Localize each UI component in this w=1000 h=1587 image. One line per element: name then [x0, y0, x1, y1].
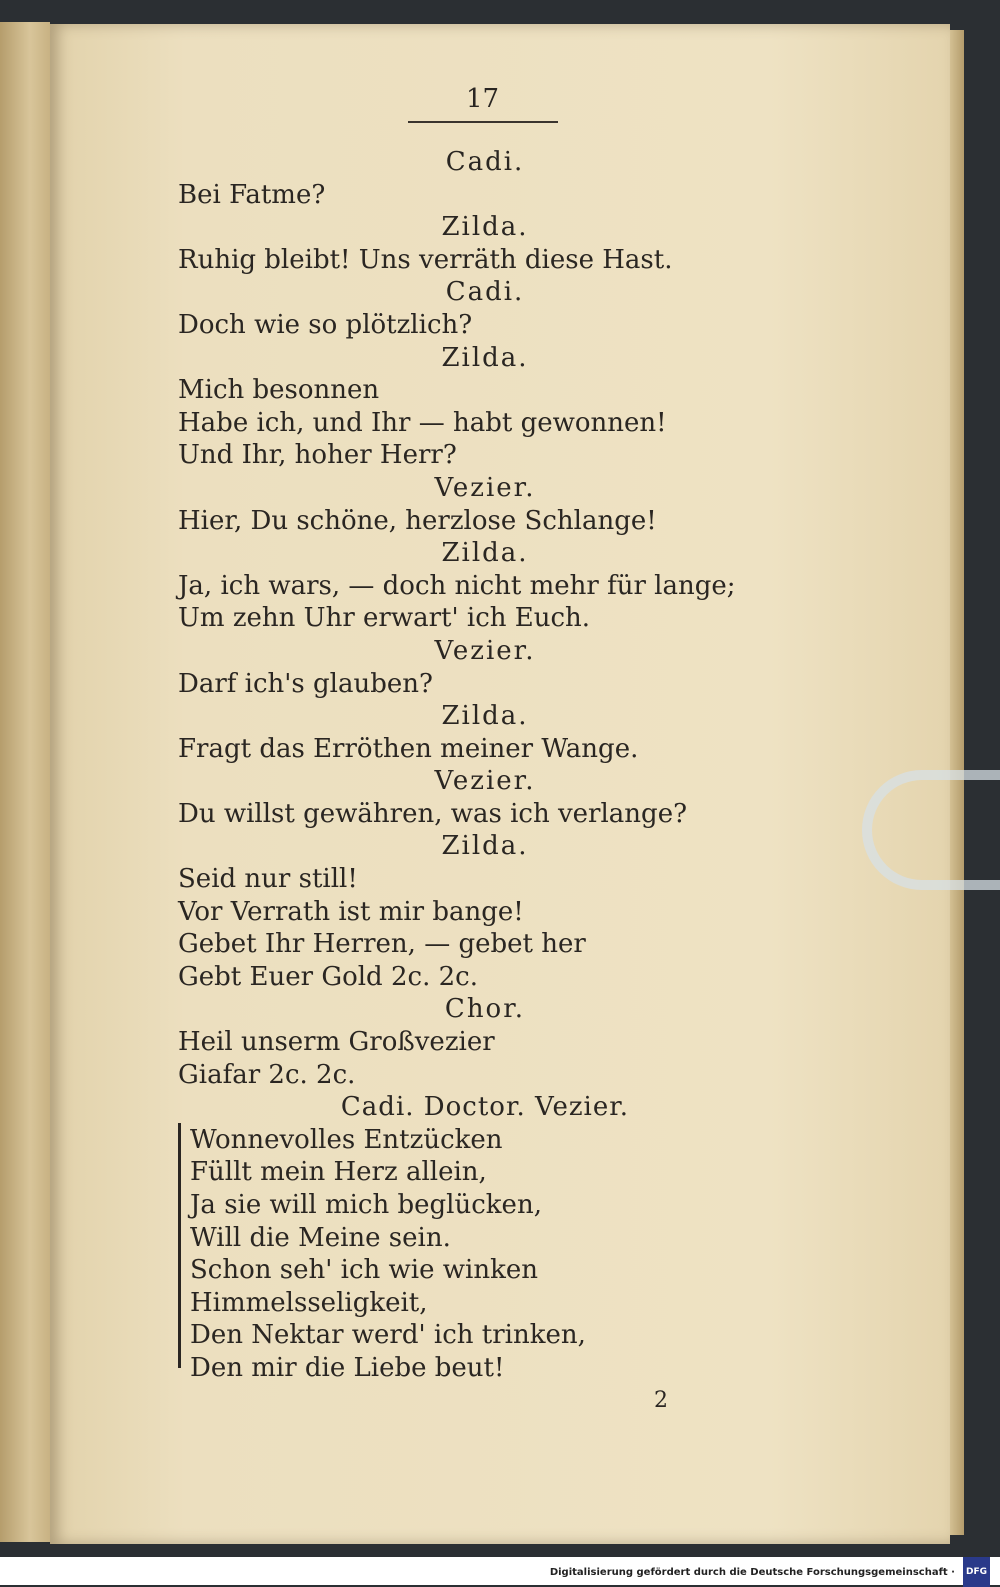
signature-mark: 2 [654, 1388, 668, 1413]
speaker-name: Cadi. [445, 277, 525, 308]
verse-line: Gebet Ihr Herren, — gebet her [178, 929, 586, 960]
speaker-name: Chor. [444, 994, 526, 1025]
verse-line: Habe ich, und Ihr — habt gewonnen! [178, 407, 667, 438]
verse-line: Ruhig bleibt! Uns verräth diese Hast. [178, 244, 673, 275]
speaker-name: Zilda. [441, 538, 529, 569]
header-rule [408, 121, 558, 123]
verse-line: Darf ich's glauben? [178, 668, 433, 699]
verse-line: Ja, ich wars, — doch nicht mehr für lange; [178, 570, 736, 601]
digitization-footer [0, 1557, 1000, 1585]
speaker-name: Zilda. [441, 701, 529, 732]
speaker-name: Zilda. [441, 831, 529, 862]
funding-note: Digitalisierung gefördert durch die Deutsche Forschungsgemeinschaft · [549, 1567, 955, 1578]
page-number: 17 [465, 84, 500, 114]
verse-line: Den Nektar werd' ich trinken, [190, 1320, 586, 1351]
verse-line: Und Ihr, hoher Herr? [178, 440, 457, 471]
verse-line: Bei Fatme? [178, 179, 326, 210]
verse-line: Schon seh' ich wie winken [190, 1255, 538, 1286]
verse-line: Du willst gewähren, was ich verlange? [178, 798, 688, 829]
verse-line: Fragt das Erröthen meiner Wange. [178, 733, 639, 764]
speaker-name: Zilda. [441, 342, 529, 373]
verse-line: Hier, Du schöne, herzlose Schlange! [178, 505, 657, 536]
speaker-name: Vezier. [434, 635, 536, 666]
verse-line: Giafar 2c. 2c. [178, 1059, 356, 1090]
verse-line: Will die Meine sein. [190, 1222, 451, 1253]
libretto-text [178, 146, 878, 1385]
verse-line: Gebt Euer Gold 2c. 2c. [178, 961, 478, 992]
facing-page-edge [0, 22, 50, 1542]
dfg-logo: DFG [963, 1557, 990, 1587]
verse-line: Seid nur still! [178, 864, 358, 895]
verse-line: Den mir die Liebe beut! [190, 1352, 505, 1383]
verse-line: Mich besonnen [178, 375, 380, 406]
speaker-name: Vezier. [434, 766, 536, 797]
verse-line: Doch wie so plötzlich? [178, 309, 473, 340]
speaker-name: Cadi. Doctor. Vezier. [340, 1092, 630, 1123]
verse-line: Vor Verrath ist mir bange! [178, 896, 524, 927]
verse-line: Ja sie will mich beglücken, [190, 1190, 542, 1220]
page-clip-holder [862, 770, 1000, 890]
ensemble-brace [178, 1123, 181, 1368]
verse-line: Himmelsseligkeit, [190, 1287, 428, 1318]
verse-line: Um zehn Uhr erwart' ich Euch. [178, 603, 591, 634]
verse-line: Heil unserm Großvezier [178, 1027, 495, 1058]
speaker-name: Zilda. [441, 212, 529, 243]
verse-line: Wonnevolles Entzücken [190, 1124, 503, 1155]
verse-line: Füllt mein Herz allein, [190, 1157, 487, 1188]
speaker-name: Cadi. [445, 147, 525, 177]
speaker-name: Vezier. [434, 472, 536, 503]
